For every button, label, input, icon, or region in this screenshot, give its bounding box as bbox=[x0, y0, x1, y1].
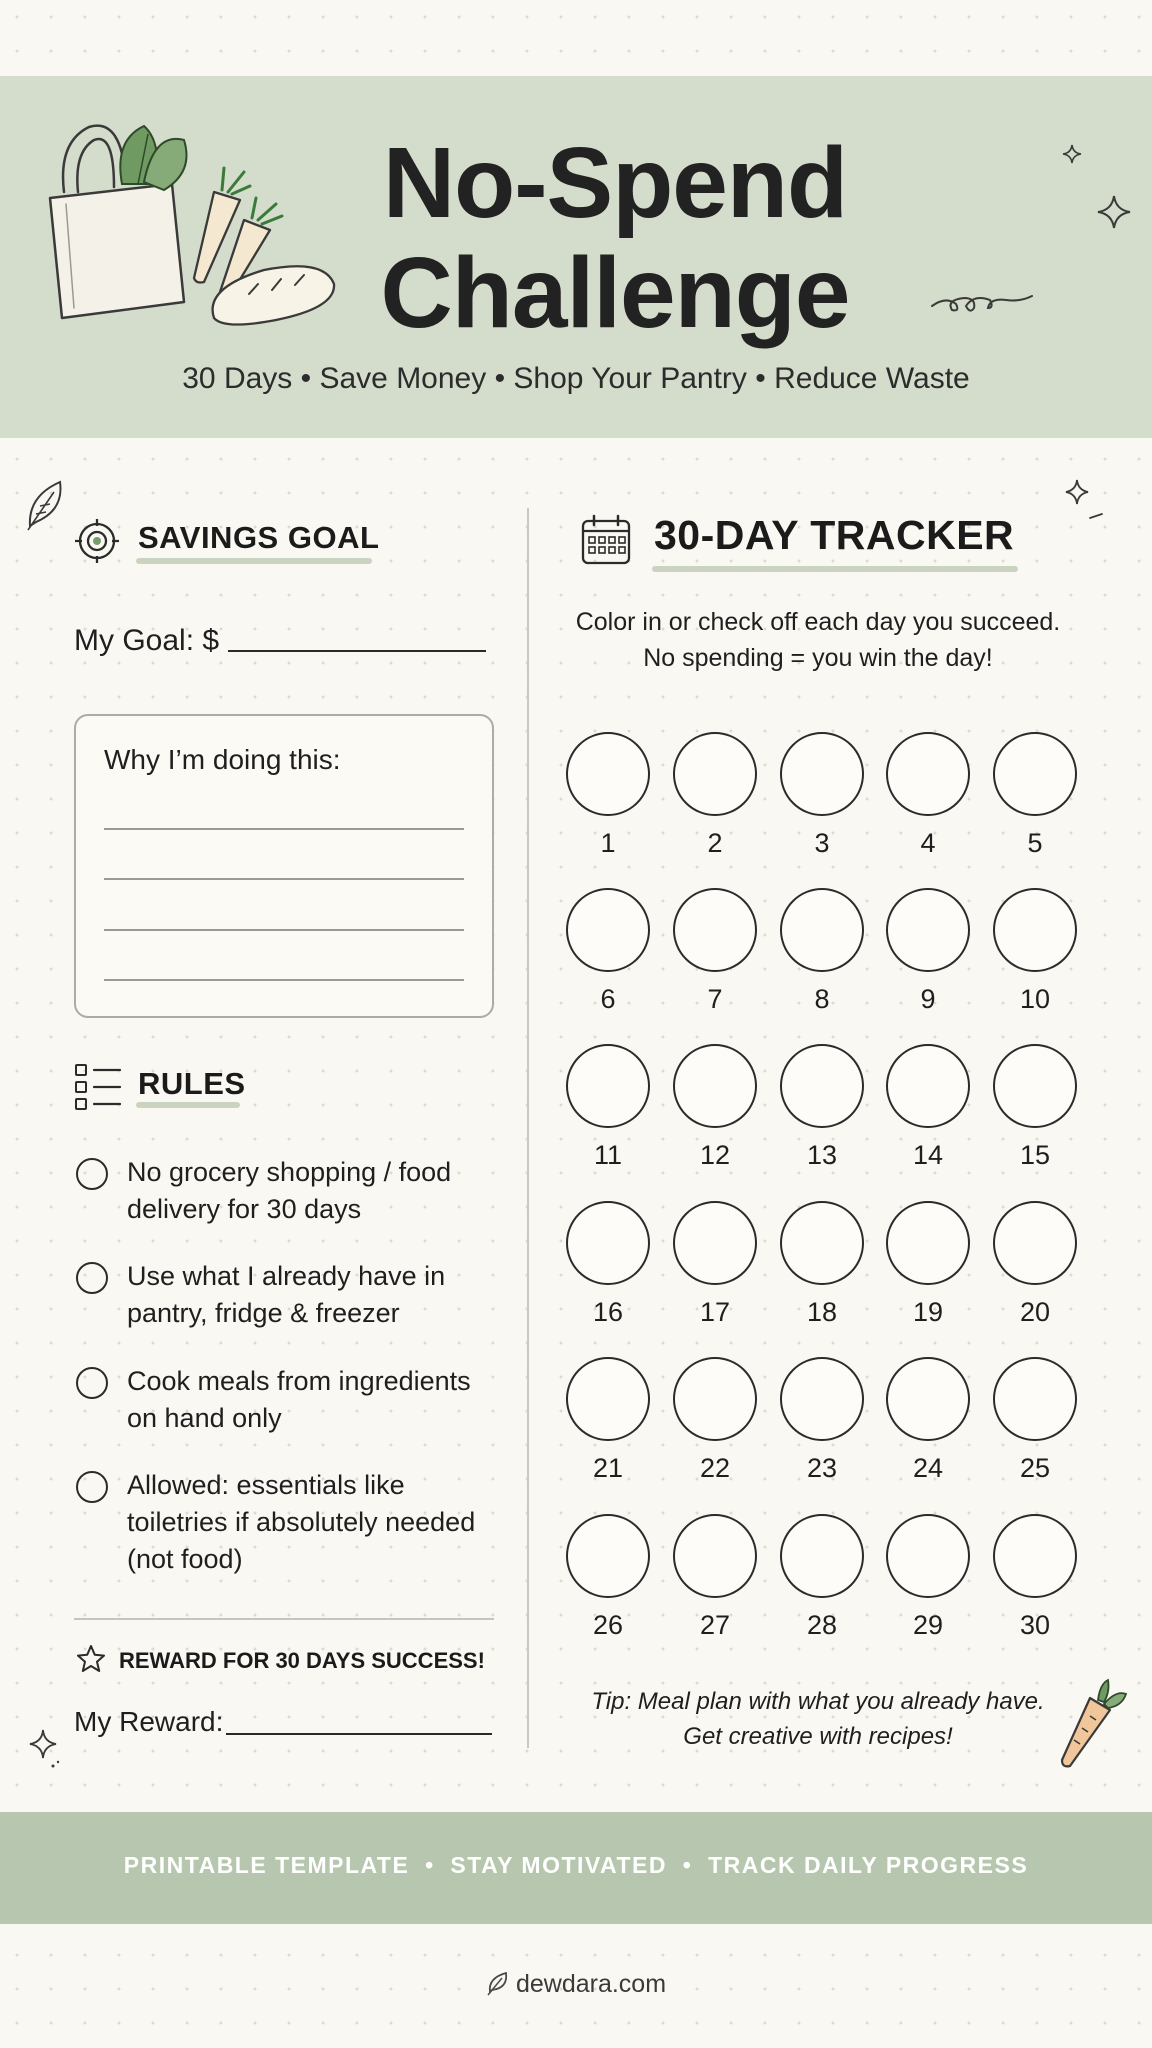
title-line-1: No-Spend bbox=[382, 127, 848, 239]
rule-checkbox[interactable] bbox=[76, 1471, 108, 1503]
day-circle[interactable] bbox=[886, 888, 970, 972]
day-circle[interactable] bbox=[673, 1357, 757, 1441]
day-circle[interactable] bbox=[993, 1201, 1077, 1285]
sparkle-icon bbox=[28, 1728, 62, 1772]
day-number: 8 bbox=[814, 984, 830, 1014]
day-number: 30 bbox=[1019, 1610, 1051, 1640]
day-number: 5 bbox=[1027, 828, 1043, 858]
day-number: 28 bbox=[806, 1610, 838, 1640]
day-circle[interactable] bbox=[566, 1201, 650, 1285]
page-title bbox=[330, 128, 900, 348]
day-circle[interactable] bbox=[566, 1357, 650, 1441]
savings-goal-underline bbox=[136, 558, 372, 564]
savings-goal-title: SAVINGS GOAL bbox=[138, 520, 380, 555]
day-number: 25 bbox=[1019, 1453, 1051, 1483]
rule-text-line: toiletries if absolutely needed bbox=[127, 1507, 476, 1537]
reward-line[interactable] bbox=[226, 1733, 492, 1735]
day-circle[interactable] bbox=[673, 1514, 757, 1598]
rule-text-line: Allowed: essentials like bbox=[127, 1470, 405, 1500]
day-circle[interactable] bbox=[886, 1514, 970, 1598]
day-circle[interactable] bbox=[993, 1044, 1077, 1128]
day-number: 23 bbox=[806, 1453, 838, 1483]
day-circle[interactable] bbox=[993, 1357, 1077, 1441]
day-circle[interactable] bbox=[886, 1357, 970, 1441]
leaf-icon bbox=[486, 1970, 510, 1996]
goal-label: My Goal: $ bbox=[74, 624, 220, 657]
why-line[interactable] bbox=[104, 979, 464, 981]
day-number: 13 bbox=[806, 1140, 838, 1170]
day-circle[interactable] bbox=[566, 732, 650, 816]
checklist-icon bbox=[74, 1062, 122, 1112]
day-circle[interactable] bbox=[673, 888, 757, 972]
day-circle[interactable] bbox=[993, 732, 1077, 816]
tip-text bbox=[548, 1684, 1088, 1754]
day-number: 12 bbox=[699, 1140, 731, 1170]
rule-checkbox[interactable] bbox=[76, 1367, 108, 1399]
why-label: Why I’m doing this: bbox=[104, 744, 341, 775]
day-circle[interactable] bbox=[780, 888, 864, 972]
sparkle-icon bbox=[1064, 478, 1106, 524]
rule-text-line: pantry, fridge & freezer bbox=[127, 1298, 400, 1328]
rule-checkbox[interactable] bbox=[76, 1158, 108, 1190]
day-number: 4 bbox=[920, 828, 936, 858]
reward-title: REWARD FOR 30 DAYS SUCCESS! bbox=[119, 1648, 485, 1673]
tracker-instructions bbox=[548, 604, 1088, 676]
day-number: 15 bbox=[1019, 1140, 1051, 1170]
carrot-icon bbox=[1050, 1676, 1130, 1770]
why-line[interactable] bbox=[104, 878, 464, 880]
day-number: 10 bbox=[1019, 984, 1051, 1014]
grocery-illustration bbox=[44, 112, 344, 332]
day-number: 22 bbox=[699, 1453, 731, 1483]
rule-item bbox=[127, 1154, 507, 1228]
day-circle[interactable] bbox=[780, 1514, 864, 1598]
day-number: 2 bbox=[707, 828, 723, 858]
leaf-icon bbox=[120, 126, 186, 190]
tip-line: Get creative with recipes! bbox=[683, 1723, 953, 1750]
rules-title: RULES bbox=[138, 1066, 246, 1101]
day-circle[interactable] bbox=[566, 1044, 650, 1128]
day-circle[interactable] bbox=[780, 732, 864, 816]
day-circle[interactable] bbox=[886, 1044, 970, 1128]
rule-text-line: on hand only bbox=[127, 1403, 282, 1433]
tracker-underline bbox=[652, 566, 1018, 572]
rule-item bbox=[127, 1467, 507, 1578]
page-subtitle: 30 Days • Save Money • Shop Your Pantry • Reduce Waste bbox=[182, 362, 970, 395]
day-number: 9 bbox=[920, 984, 936, 1014]
day-circle[interactable] bbox=[566, 1514, 650, 1598]
squiggle-icon bbox=[930, 286, 1034, 320]
reward-label: My Reward: bbox=[74, 1706, 224, 1737]
rule-checkbox[interactable] bbox=[76, 1262, 108, 1294]
day-number: 20 bbox=[1019, 1297, 1051, 1327]
rules-underline bbox=[136, 1102, 240, 1108]
site-url[interactable]: dewdara.com bbox=[515, 1970, 667, 1998]
rule-text-line: (not food) bbox=[127, 1544, 243, 1574]
day-circle[interactable] bbox=[780, 1044, 864, 1128]
title-line-2: Challenge bbox=[380, 237, 850, 349]
day-circle[interactable] bbox=[993, 1514, 1077, 1598]
day-circle[interactable] bbox=[673, 1044, 757, 1128]
rule-text-line: Use what I already have in bbox=[127, 1261, 446, 1291]
tracker-instruction-line: Color in or check off each day you succeed. bbox=[575, 608, 1061, 636]
day-circle[interactable] bbox=[673, 732, 757, 816]
leaf-icon bbox=[24, 476, 66, 532]
day-circle[interactable] bbox=[886, 732, 970, 816]
footer-site bbox=[0, 1970, 1152, 1999]
day-number: 29 bbox=[912, 1610, 944, 1640]
sparkle-icon bbox=[1096, 194, 1132, 230]
rule-item bbox=[127, 1363, 507, 1437]
day-number: 17 bbox=[699, 1297, 731, 1327]
sparkle-icon bbox=[1062, 144, 1082, 164]
day-number: 21 bbox=[592, 1453, 624, 1483]
rule-text-line: No grocery shopping / food bbox=[127, 1157, 452, 1187]
day-number: 14 bbox=[912, 1140, 944, 1170]
day-number: 7 bbox=[707, 984, 723, 1014]
day-number: 16 bbox=[592, 1297, 624, 1327]
star-icon bbox=[76, 1644, 106, 1674]
day-number: 11 bbox=[593, 1140, 623, 1170]
why-line[interactable] bbox=[104, 929, 464, 931]
day-number: 27 bbox=[699, 1610, 731, 1640]
rule-text-line: Cook meals from ingredients bbox=[127, 1366, 471, 1396]
day-circle[interactable] bbox=[886, 1201, 970, 1285]
banner-text: PRINTABLE TEMPLATE • STAY MOTIVATED • TRACK DAILY PROGRESS bbox=[123, 1852, 1029, 1878]
goal-amount-line[interactable] bbox=[228, 650, 486, 652]
calendar-icon bbox=[580, 514, 632, 566]
tip-line: Tip: Meal plan with what you already have. bbox=[591, 1688, 1045, 1715]
day-circle[interactable] bbox=[780, 1201, 864, 1285]
day-circle[interactable] bbox=[673, 1201, 757, 1285]
day-number: 3 bbox=[814, 828, 830, 858]
rule-item bbox=[127, 1258, 507, 1332]
section-divider bbox=[74, 1618, 494, 1620]
rule-text-line: delivery for 30 days bbox=[127, 1194, 362, 1224]
day-number: 26 bbox=[592, 1610, 624, 1640]
why-line[interactable] bbox=[104, 828, 464, 830]
day-number: 24 bbox=[912, 1453, 944, 1483]
day-number: 6 bbox=[600, 984, 616, 1014]
day-circle[interactable] bbox=[566, 888, 650, 972]
tracker-instruction-line: No spending = you win the day! bbox=[643, 644, 993, 672]
target-icon bbox=[74, 518, 120, 564]
day-circle[interactable] bbox=[993, 888, 1077, 972]
day-number: 18 bbox=[806, 1297, 838, 1327]
day-circle[interactable] bbox=[780, 1357, 864, 1441]
column-divider bbox=[527, 508, 529, 1748]
day-number: 19 bbox=[912, 1297, 944, 1327]
day-number: 1 bbox=[600, 828, 616, 858]
tracker-title: 30-DAY TRACKER bbox=[654, 512, 1015, 558]
